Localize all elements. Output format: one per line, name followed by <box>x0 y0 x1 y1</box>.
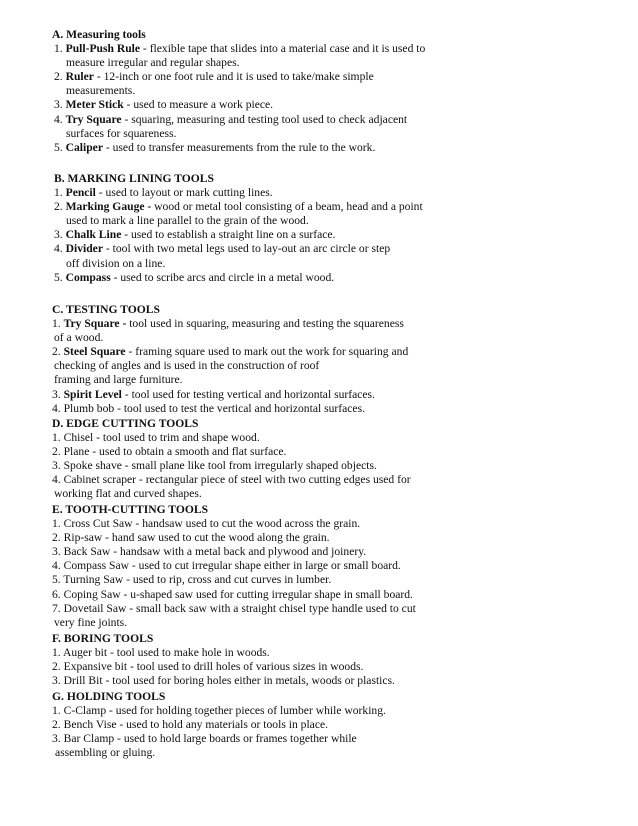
section-heading: A. Measuring tools <box>52 28 146 41</box>
item-description: - tool used for testing vertical and horizontal surfaces. <box>121 387 375 401</box>
list-item <box>52 98 622 112</box>
list-item <box>52 573 622 587</box>
item-number: 3. <box>54 98 63 112</box>
section-heading: D. EDGE CUTTING TOOLS <box>52 417 199 430</box>
item-description: Turning Saw - used to rip, cross and cut curves in lumber. <box>63 573 332 587</box>
section-tooth-cutting-tools <box>52 503 622 630</box>
item-continuation: very fine joints. <box>54 615 128 629</box>
list-item <box>52 718 622 732</box>
item-term: Marking Gauge - <box>65 200 152 214</box>
list-item <box>52 228 622 242</box>
item-term: Compass <box>65 270 111 284</box>
section-heading: C. TESTING TOOLS <box>52 303 160 316</box>
item-number: 4. <box>54 112 63 126</box>
item-description: Rip-saw - hand saw used to cut the wood along the grain. <box>63 531 330 545</box>
item-description: Cabinet scraper - rectangular piece of steel with two cutting edges used for <box>63 473 411 487</box>
item-number: 4. <box>52 473 61 487</box>
item-number: 2. <box>52 531 61 545</box>
item-number: 2. <box>52 660 61 674</box>
section-heading: F. BORING TOOLS <box>52 632 154 645</box>
item-number: 1. <box>54 186 63 200</box>
list-item <box>52 674 622 688</box>
item-continuation: of a wood. <box>54 331 104 345</box>
item-number: 1. <box>52 704 61 718</box>
item-number: 5. <box>54 140 63 154</box>
item-description: C-Clamp - used for holding together pieces of lumber while working. <box>63 704 386 718</box>
item-description: Expansive bit - tool used to drill holes of various sizes in woods. <box>63 660 364 674</box>
list-item <box>52 445 622 459</box>
item-term: Spirit Level <box>63 387 122 401</box>
item-number: 3. <box>54 228 63 242</box>
section-heading: G. HOLDING TOOLS <box>52 690 166 703</box>
item-term: Ruler <box>65 70 94 84</box>
item-description: - used to layout or mark cutting lines. <box>95 186 273 200</box>
item-description: - tool with two metal legs used to lay-out an arc circle or step <box>102 242 391 256</box>
item-term: Steel Square <box>63 345 126 359</box>
section-heading: B. MARKING LINING TOOLS <box>54 172 214 185</box>
item-description: Auger bit - tool used to make hole in woods. <box>62 646 270 660</box>
section-measuring-tools <box>52 28 622 155</box>
list-item <box>52 646 622 660</box>
item-description: Cross Cut Saw - handsaw used to cut the wood across the grain. <box>63 517 361 531</box>
item-number: 1. <box>52 517 61 531</box>
item-description: Dovetail Saw - small back saw with a straight chisel type handle used to cut <box>63 601 416 615</box>
item-description: - used to transfer measurements from the rule to the work. <box>102 140 376 154</box>
item-number: 2. <box>52 718 61 732</box>
list-item <box>52 345 622 359</box>
section-holding-tools <box>52 690 622 760</box>
section-boring-tools <box>52 632 622 688</box>
item-description: Coping Saw - u-shaped saw used for cutting irregular shape in small board. <box>63 587 413 601</box>
item-description: Drill Bit - tool used for boring holes either in metals, woods or plastics. <box>63 674 395 688</box>
item-continuation: checking of angles and is used in the construction of roof <box>54 359 320 373</box>
item-description: - 12-inch or one foot rule and it is used to take/make simple <box>93 70 374 84</box>
item-continuation: used to mark a line parallel to the grain of the wood. <box>66 214 309 228</box>
item-number: 3. <box>52 674 61 688</box>
item-continuation: measure irregular and regular shapes. <box>66 56 240 70</box>
item-continuation: framing and large furniture. <box>54 373 183 387</box>
item-description: Chisel - tool used to trim and shape wood. <box>63 431 260 445</box>
item-number: 2. <box>52 445 61 459</box>
item-continuation: assembling or gluing. <box>55 746 156 760</box>
list-item <box>52 242 622 256</box>
item-number: 1. <box>52 646 61 660</box>
item-description: Spoke shave - small plane like tool from irregularly shaped objects. <box>63 459 377 473</box>
item-term: Pull-Push Rule <box>65 42 141 56</box>
list-item <box>52 271 622 285</box>
item-description: wood or metal tool consisting of a beam, head and a point <box>151 200 423 214</box>
item-number: 1. <box>52 431 61 445</box>
item-number: 2. <box>52 345 61 359</box>
list-item <box>52 545 622 559</box>
item-number: 5. <box>54 270 63 284</box>
list-item <box>52 559 622 573</box>
item-description: Back Saw - handsaw with a metal back and plywood and joinery. <box>63 545 367 559</box>
list-item <box>52 186 622 200</box>
item-term: Try Square - <box>63 317 127 331</box>
section-heading: E. TOOTH-CUTTING TOOLS <box>52 503 209 516</box>
item-term: Meter Stick <box>65 98 124 112</box>
item-description: Plane - used to obtain a smooth and flat surface. <box>63 445 287 459</box>
item-continuation: surfaces for squareness. <box>66 126 177 140</box>
section-marking-lining-tools <box>52 172 622 285</box>
item-description: - used to scribe arcs and circle in a metal wood. <box>110 270 335 284</box>
list-item <box>52 70 622 84</box>
list-item <box>52 388 622 402</box>
item-number: 2. <box>54 70 63 84</box>
item-number: 6. <box>52 587 61 601</box>
item-continuation: working flat and curved shapes. <box>54 487 202 501</box>
item-number: 3. <box>52 387 61 401</box>
item-number: 3. <box>52 545 61 559</box>
list-item <box>52 317 622 331</box>
list-item <box>52 402 622 416</box>
list-item <box>52 113 622 127</box>
item-description: - squaring, measuring and testing tool used to check adjacent <box>121 112 408 126</box>
list-item <box>52 141 622 155</box>
item-term: Caliper <box>65 140 103 154</box>
item-description: Plumb bob - tool used to test the vertical and horizontal surfaces. <box>63 401 365 415</box>
list-item <box>52 732 622 746</box>
list-item <box>52 602 622 616</box>
item-number: 3. <box>52 459 61 473</box>
list-item <box>52 588 622 602</box>
item-description: - framing square used to mark out the work for squaring and <box>125 345 409 359</box>
item-number: 1. <box>52 317 61 331</box>
item-number: 4. <box>54 242 63 256</box>
list-item <box>52 517 622 531</box>
item-term: Pencil <box>65 186 96 200</box>
item-number: 3. <box>52 732 61 746</box>
item-description: Compass Saw - used to cut irregular shape either in large or small board. <box>63 559 401 573</box>
section-testing-tools <box>52 303 622 416</box>
list-item <box>52 42 622 56</box>
item-term: Try Square <box>65 112 122 126</box>
list-item <box>52 200 622 214</box>
item-continuation: measurements. <box>66 84 136 98</box>
item-number: 4. <box>52 559 61 573</box>
item-term: Divider <box>65 242 103 256</box>
item-number: 2. <box>54 200 63 214</box>
list-item <box>52 704 622 718</box>
item-description: Bar Clamp - used to hold large boards or frames together while <box>63 732 357 746</box>
list-item <box>52 660 622 674</box>
list-item <box>52 473 622 487</box>
item-description: tool used in squaring, measuring and testing the squareness <box>126 317 404 331</box>
list-item <box>52 431 622 445</box>
item-term: Chalk Line <box>65 228 122 242</box>
item-number: 7. <box>52 601 61 615</box>
section-edge-cutting-tools <box>52 417 622 502</box>
list-item <box>52 459 622 473</box>
item-description: - used to establish a straight line on a surface. <box>121 228 336 242</box>
item-number: 5. <box>52 573 61 587</box>
item-description: - used to measure a work piece. <box>123 98 274 112</box>
item-continuation: off division on a line. <box>66 256 166 270</box>
item-description: Bench Vise - used to hold any materials or tools in place. <box>63 718 329 732</box>
list-item <box>52 531 622 545</box>
item-description: - flexible tape that slides into a material case and it is used to <box>140 42 426 56</box>
item-number: 4. <box>52 401 61 415</box>
item-number: 1. <box>54 42 63 56</box>
